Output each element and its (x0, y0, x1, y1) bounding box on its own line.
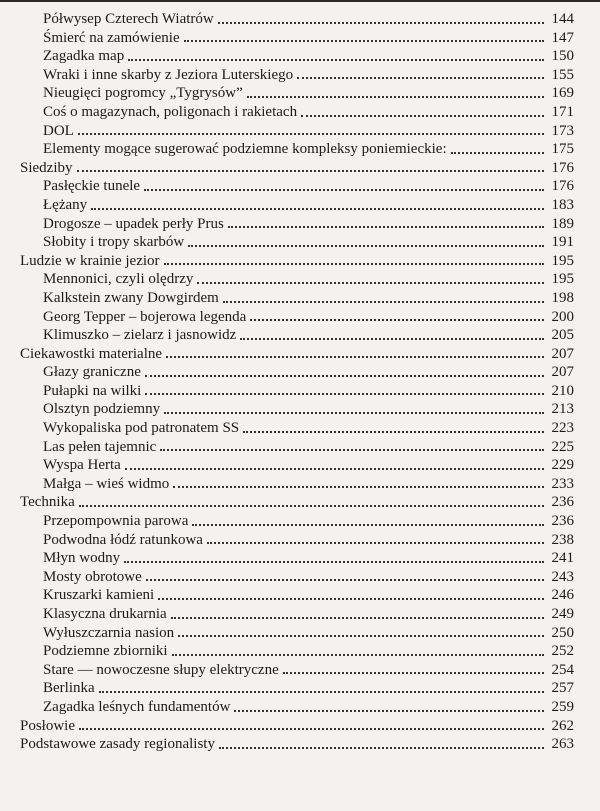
toc-entry-title: Wyspa Herta (43, 457, 121, 474)
toc-page-number: 246 (551, 587, 574, 604)
toc-entry-title: Półwysep Czterech Wiatrów (43, 11, 214, 27)
leader-dots (91, 207, 544, 210)
toc-entry (20, 84, 574, 103)
leader-dots (125, 467, 544, 470)
toc-entry-title: Mosty obrotowe (43, 568, 142, 585)
leader-dots (219, 746, 544, 749)
toc-entry-title: Technika (20, 494, 75, 511)
leader-dots (188, 244, 544, 247)
toc-entry (20, 10, 574, 29)
toc-page-number: 183 (551, 196, 574, 213)
toc-entry (20, 363, 574, 382)
toc-page-number: 259 (551, 698, 574, 715)
toc-entry-title: Łężany (43, 196, 88, 213)
toc-chapter (20, 717, 574, 736)
leader-dots (192, 523, 544, 526)
toc-page-number: 169 (551, 85, 574, 102)
leader-dots (184, 39, 544, 42)
toc-chapter (20, 345, 574, 364)
toc-page-number: 241 (551, 550, 574, 567)
toc-entry (20, 270, 574, 289)
toc-entry-title: Las pełen tajemnic (43, 438, 157, 455)
toc-entry (20, 586, 574, 605)
toc-entry-title: Podwodna łódź ratunkowa (43, 531, 203, 548)
leader-dots (128, 58, 544, 61)
toc-entry-title: Berlinka (43, 680, 95, 697)
toc-entry-title: Głazy graniczne (43, 364, 141, 381)
toc-chapter (20, 735, 574, 754)
toc-entry-title: Małga – wieś widmo (43, 475, 170, 492)
toc-page-number: 213 (551, 401, 574, 418)
toc-page-number: 155 (551, 66, 574, 83)
toc-entry-title: Młyn wodny (43, 550, 121, 567)
toc-page-number: 150 (551, 48, 574, 65)
toc-page-number: 252 (551, 643, 574, 660)
toc-entry (20, 122, 574, 141)
toc-page-number: 229 (551, 457, 574, 474)
toc-entry (20, 568, 574, 587)
toc-entry-title: Podstawowe zasady regionalisty (20, 736, 215, 753)
leader-dots (158, 597, 544, 600)
leader-dots (243, 430, 544, 433)
toc-page-number: 176 (551, 178, 574, 195)
toc-entry (20, 382, 574, 401)
toc-page-number: 238 (551, 531, 574, 548)
toc-entry-title: Georg Tepper – bojerowa legenda (43, 308, 247, 325)
leader-dots (77, 169, 545, 172)
toc-page-number: 175 (551, 141, 574, 158)
toc-entry (20, 103, 574, 122)
leader-dots (228, 225, 544, 228)
toc-entry-title: Elementy mogące sugerować podziemne kompleksy poniemieckie: (43, 141, 447, 158)
toc-entry-title: Ciekawostki materialne (20, 345, 163, 362)
toc-page-number: 254 (551, 661, 574, 678)
toc-entry (20, 233, 574, 252)
toc-entry-title: Klasyczna drukarnia (43, 606, 167, 622)
leader-dots (164, 411, 544, 414)
toc-entry-title: Siedziby (20, 159, 73, 176)
toc-page-number: 144 (551, 11, 574, 27)
toc-entry-title: DOL (43, 122, 74, 139)
toc-page-number: 236 (551, 513, 574, 530)
leader-dots (247, 95, 544, 98)
leader-dots (451, 151, 544, 154)
toc-entry (20, 661, 574, 680)
toc-entry-title: Mennonici, czyli olędrzy (43, 271, 194, 288)
toc-page-number: 257 (551, 680, 574, 697)
toc-entry (20, 475, 574, 494)
toc-entry-title: Przepompownia parowa (43, 513, 189, 530)
toc-page-number: 223 (551, 420, 574, 437)
toc-chapter (20, 252, 574, 271)
toc-page-number: 147 (551, 29, 574, 46)
toc-page-number: 176 (551, 159, 574, 176)
toc-entry-title: Śmierć na zamówienie (43, 29, 180, 46)
leader-dots (160, 448, 544, 451)
toc-page-number: 171 (551, 103, 574, 120)
toc-entry (20, 549, 574, 568)
toc-entry (20, 531, 574, 550)
leader-dots (145, 374, 544, 377)
leader-dots (207, 541, 544, 544)
toc-page-number: 233 (551, 475, 574, 492)
leader-dots (297, 76, 544, 79)
toc-entry (20, 196, 574, 215)
leader-dots (218, 21, 544, 24)
top-rule (0, 0, 600, 2)
toc-page-number: 207 (551, 345, 574, 362)
leader-dots (234, 709, 544, 712)
toc-entry-title: Posłowie (20, 717, 76, 734)
leader-dots (301, 114, 544, 117)
leader-dots (197, 281, 544, 284)
leader-dots (144, 188, 544, 191)
toc-entry-title: Wykopaliska pod patronatem SS (43, 420, 240, 437)
toc-page-number: 195 (551, 252, 574, 269)
toc-entry (20, 289, 574, 308)
toc-entry (20, 605, 574, 624)
toc-page-number: 262 (551, 717, 574, 734)
toc-entry-title: Drogosze – upadek perły Prus (43, 215, 224, 232)
toc-page-number: 250 (551, 624, 574, 641)
toc-entry-title: Zagadka map (43, 48, 125, 65)
toc-entry-title: Zagadka leśnych fundamentów (43, 698, 231, 715)
toc-entry-title: Stare — nowoczesne słupy elektryczne (43, 661, 279, 678)
toc-page-number: 195 (551, 271, 574, 288)
toc-page-number: 191 (551, 234, 574, 251)
toc-entry-title: Olsztyn podziemny (43, 401, 161, 418)
toc-page-number: 263 (551, 736, 574, 753)
toc-entry-title: Nieugięci pogromcy „Tygrysów” (43, 85, 243, 102)
toc-entry (20, 679, 574, 698)
toc-entry (20, 29, 574, 48)
toc-page-number: 205 (551, 327, 574, 344)
leader-dots (240, 337, 544, 340)
leader-dots (146, 578, 544, 581)
toc-page-number: 200 (551, 308, 574, 325)
toc-entry-title: Pułapki na wilki (43, 382, 142, 399)
leader-dots (173, 485, 544, 488)
leader-dots (78, 132, 544, 135)
leader-dots (223, 300, 544, 303)
toc-page-number: 207 (551, 364, 574, 381)
toc-entry (20, 215, 574, 234)
toc-entry-title: Ludzie w krainie jezior (20, 252, 160, 269)
toc-page-number: 173 (551, 122, 574, 139)
leader-dots (166, 355, 544, 358)
toc-entry (20, 47, 574, 66)
toc-entry-title: Coś o magazynach, poligonach i rakietach (43, 103, 298, 120)
leader-dots (283, 671, 544, 674)
toc-entry-title: Kalkstein zwany Dowgirdem (43, 289, 219, 306)
toc-page-number: 236 (551, 494, 574, 511)
toc-chapter (20, 493, 574, 512)
toc-entry-title: Kruszarki kamieni (43, 587, 155, 604)
toc-entry (20, 66, 574, 85)
leader-dots (124, 560, 544, 563)
toc-entry (20, 512, 574, 531)
toc-page-number: 198 (551, 289, 574, 306)
leader-dots (79, 504, 544, 507)
leader-dots (172, 653, 544, 656)
toc-entry (20, 140, 574, 159)
leader-dots (99, 690, 544, 693)
toc-entry-title: Klimuszko – zielarz i jasnowidz (43, 327, 237, 344)
toc-entry (20, 419, 574, 438)
table-of-contents (20, 10, 574, 754)
toc-entry (20, 438, 574, 457)
toc-page-number: 210 (551, 382, 574, 399)
leader-dots (79, 727, 544, 730)
leader-dots (178, 634, 544, 637)
toc-entry (20, 326, 574, 345)
leader-dots (171, 616, 544, 619)
toc-page-number: 243 (551, 568, 574, 585)
toc-entry-title: Wraki i inne skarby z Jeziora Luterskiego (43, 66, 294, 83)
toc-entry (20, 456, 574, 475)
leader-dots (250, 318, 544, 321)
toc-entry (20, 177, 574, 196)
toc-entry (20, 698, 574, 717)
toc-page-number: 249 (551, 606, 574, 622)
toc-chapter (20, 159, 574, 178)
toc-entry-title: Podziemne zbiorniki (43, 643, 168, 660)
toc-entry (20, 642, 574, 661)
toc-entry-title: Wyłuszczarnia nasion (43, 624, 175, 641)
toc-entry (20, 400, 574, 419)
leader-dots (145, 392, 544, 395)
toc-page-number: 225 (551, 438, 574, 455)
toc-entry (20, 624, 574, 643)
leader-dots (164, 262, 544, 265)
toc-entry-title: Pasłęckie tunele (43, 178, 141, 195)
toc-entry (20, 308, 574, 327)
toc-page-number: 189 (551, 215, 574, 232)
toc-entry-title: Słobity i tropy skarbów (43, 234, 185, 251)
